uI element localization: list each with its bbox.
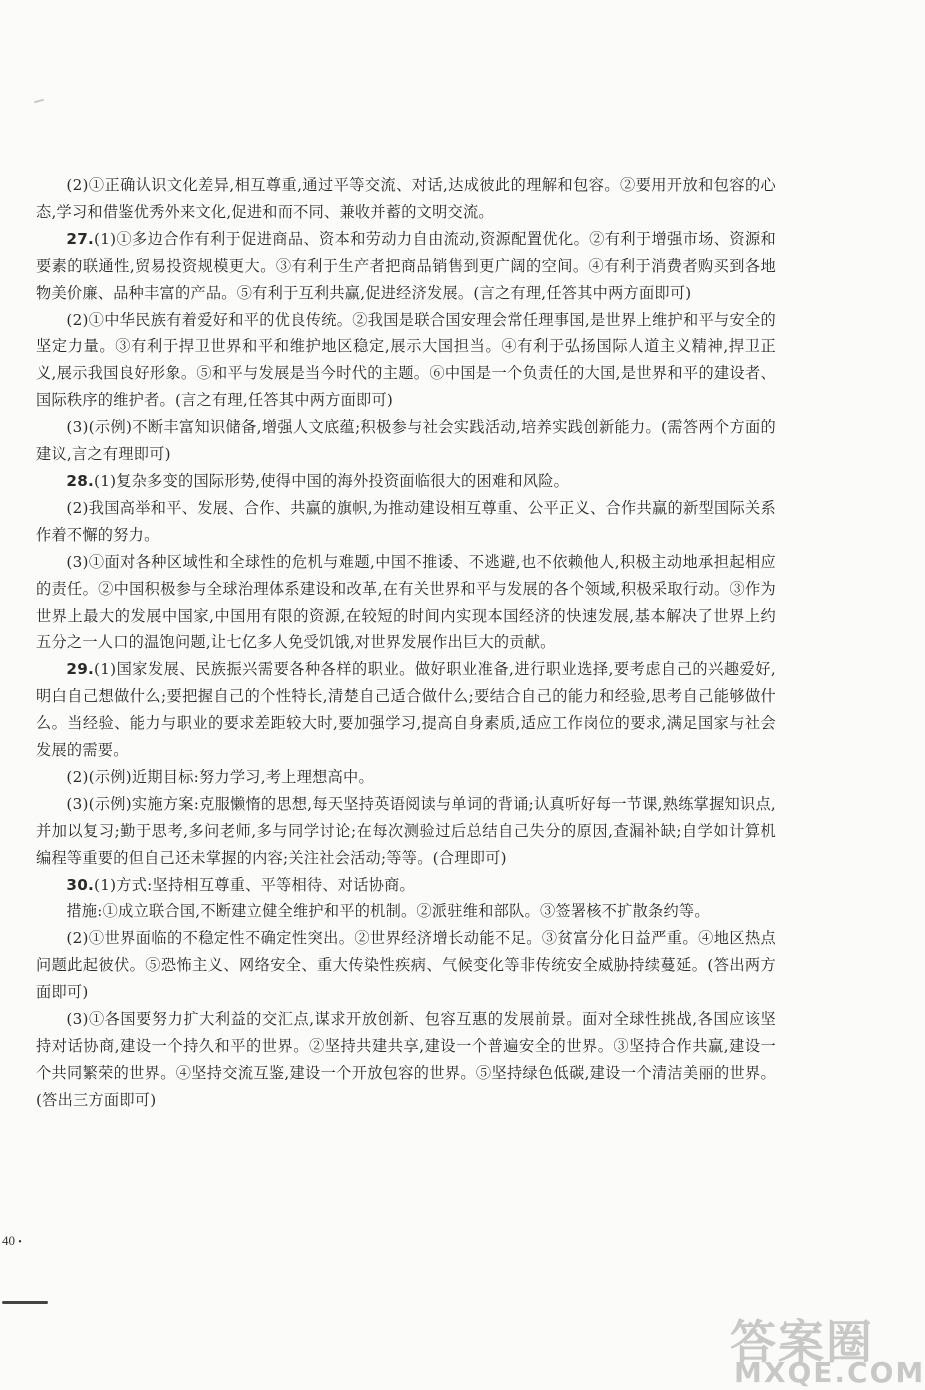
scan-mark-top (34, 99, 44, 104)
answer-paragraph (36, 925, 776, 1006)
answer-text: (2)①中华民族有着爱好和平的优良传统。②我国是联合国安理会常任理事国,是世界上维护和平与安全的坚定力量。③有利于捍卫世界和平和维护地区稳定,展示大国担当。④有利于弘扬国际人道主义精神,捍卫正义,展示我国良好形象。⑤和平与发展是当今时代的主题。⑥中国是一个负责任的大国,是世界和平的建设者、国际秩序的维护者。(言之有理,任答其中两方面即可) (36, 310, 776, 410)
watermark-main-text: 答案圈 (730, 1315, 874, 1369)
answer-paragraph (36, 307, 776, 415)
answer-text: (1)国家发展、民族振兴需要各种各样的职业。做好职业准备,进行职业选择,要考虑自己的兴趣爱好,明白自己想做什么;要把握自己的个性特长,清楚自己适合做什么;要结合自己的能力和经验,思考自己能够做什么。当经验、能力与职业的要求差距较大时,要加强学习,提高自身素质,适应工作岗位的要求,满足国家与社会发展的需要。 (36, 660, 776, 760)
answer-paragraph (36, 791, 776, 872)
answer-text: (3)①面对各种区域性和全球性的危机与难题,中国不推诿、不逃避,也不依赖他人,积极主动地承担起相应的责任。②中国积极参与全球治理体系建设和改革,在有关世界和平与发展的各个领域,积极采取行动。③作为世界上最大的发展中国家,中国用有限的资源,在较短的时间内实现本国经济的快速发展,基本解决了世界上约五分之一人口的温饱问题,让七亿多人免受饥饿,对世界发展作出巨大的贡献。 (36, 552, 776, 652)
watermark-domain-text: MXQE.COM (734, 1356, 925, 1389)
question-number: 29. (66, 660, 95, 679)
watermark-logo (724, 1306, 925, 1390)
answer-paragraph (36, 414, 776, 468)
answer-text: (2)我国高举和平、发展、合作、共赢的旗帜,为推动建设相互尊重、公平正义、合作共赢的新型国际关系作着不懈的努力。 (36, 498, 776, 544)
scan-mark-bottom (2, 1301, 48, 1304)
answer-text: (3)(示例)实施方案:克服懒惰的思想,每天坚持英语阅读与单词的背诵;认真听好每一节课,熟练掌握知识点,并加以复习;勤于思考,多问老师,多与同学讨论;在每次测验过后总结自己失分的原因,查漏补缺;自学如计算机编程等重要的但自己还未掌握的内容;关注社会活动;等等。(合理即可) (36, 794, 776, 867)
answer-text: (1)复杂多变的国际形势,使得中国的海外投资面临很大的困难和风险。 (94, 471, 570, 490)
answer-paragraph (36, 549, 776, 657)
answer-text: (2)(示例)近期目标:努力学习,考上理想高中。 (66, 767, 374, 786)
question-number: 27. (66, 229, 95, 248)
answer-text: (1)方式:坚持相互尊重、平等相待、对话协商。 (94, 875, 415, 894)
answer-paragraph (36, 898, 776, 925)
question-number: 28. (66, 471, 95, 490)
answer-text-body (36, 172, 776, 1114)
answer-text: (2)①世界面临的不稳定性不确定性突出。②世界经济增长动能不足。③贫富分化日益严重。④地区热点问题此起彼伏。⑤恐怖主义、网络安全、重大传染性疾病、气候变化等非传统安全威胁持续蔓延。(答出两方面即可) (36, 929, 776, 1002)
answer-paragraph (36, 656, 776, 764)
answer-paragraph (36, 1006, 776, 1114)
answer-paragraph (36, 226, 776, 307)
answer-paragraph (36, 172, 776, 226)
answer-text: (1)①多边合作有利于促进商品、资本和劳动力自由流动,资源配置优化。②有利于增强市场、资源和要素的联通性,贸易投资规模更大。③有利于生产者把商品销售到更广阔的空间。④有利于消费者购买到各地物美价廉、品种丰富的产品。⑤有利于互利共赢,促进经济发展。(言之有理,任答其中两方面即可) (36, 229, 776, 302)
answer-paragraph (36, 468, 776, 495)
page-number-value: 40 (2, 1233, 15, 1248)
answer-paragraph (36, 495, 776, 549)
question-number: 30. (66, 875, 95, 894)
page-number-dot: • (18, 1237, 22, 1248)
answer-text: (2)①正确认识文化差异,相互尊重,通过平等交流、对话,达成彼此的理解和包容。②要用开放和包容的心态,学习和借鉴优秀外来文化,促进和而不同、兼收并蓄的文明交流。 (36, 176, 776, 221)
answer-paragraph (36, 764, 776, 791)
page-number (2, 1233, 22, 1249)
answer-paragraph (36, 872, 776, 899)
answer-text: 措施:①成立联合国,不断建立健全维护和平的机制。②派驻维和部队。③签署核不扩散条约等。 (66, 902, 710, 921)
answer-text: (3)①各国要努力扩大利益的交汇点,谋求开放创新、包容互惠的发展前景。面对全球性挑战,各国应该坚持对话协商,建设一个持久和平的世界。②坚持共建共享,建设一个普遍安全的世界。③坚持合作共赢,建设一个共同繁荣的世界。④坚持交流互鉴,建设一个开放包容的世界。⑤坚持绿色低碳,建设一个清洁美丽的世界。(答出三方面即可) (36, 1010, 776, 1109)
answer-text: (3)(示例)不断丰富知识储备,增强人文底蕴;积极参与社会实践活动,培养实践创新能力。(需答两个方面的建议,言之有理即可) (36, 418, 776, 464)
